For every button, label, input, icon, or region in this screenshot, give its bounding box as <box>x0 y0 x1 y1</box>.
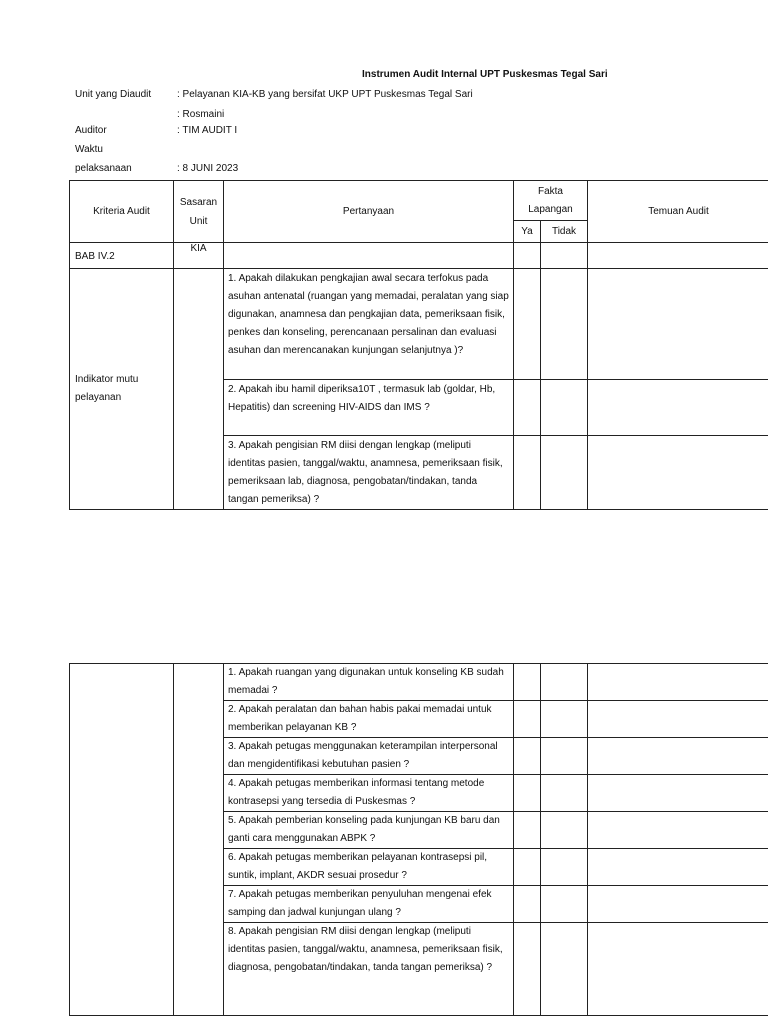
question-cell: 6. Apakah petugas memberikan pelayanan kontrasepsi pil, suntik, implant, AKDR sesuai prosedur ? <box>224 849 514 886</box>
tidak-cell[interactable] <box>541 775 588 812</box>
tidak-cell[interactable] <box>541 849 588 886</box>
question-cell: 3. Apakah pengisian RM diisi dengan lengkap (meliputi identitas pasien, tanggal/waktu, anamnesa, pemeriksaan fisik, pemeriksaan lab, diagnosa, pengobatan/tindakan, tanda tangan pemeriksa) ? <box>224 436 514 510</box>
header-sasaran: Sasaran Unit <box>174 181 224 243</box>
temuan-cell[interactable] <box>588 738 768 775</box>
temuan-cell[interactable] <box>588 380 768 436</box>
header-kriteria: Kriteria Audit <box>70 181 174 243</box>
ya-cell[interactable] <box>514 923 541 1016</box>
pelaksanaan-label: pelaksanaan <box>75 163 132 174</box>
date-value: : 8 JUNI 2023 <box>177 163 239 174</box>
unit-label: Unit yang Diaudit <box>75 89 152 100</box>
waktu-label: Waktu <box>75 144 103 155</box>
ya-cell[interactable] <box>514 886 541 923</box>
question-cell: 3. Apakah petugas menggunakan keterampilan interpersonal dan mengidentifikasi kebutuhan pasien ? <box>224 738 514 775</box>
ya-cell[interactable] <box>514 849 541 886</box>
table-row <box>70 243 768 269</box>
ya-cell[interactable] <box>514 664 541 701</box>
temuan-cell[interactable] <box>588 923 768 1016</box>
ya-cell[interactable] <box>514 775 541 812</box>
auditor-value: : TIM AUDIT I <box>177 125 238 136</box>
ya-cell[interactable] <box>514 436 541 510</box>
question-cell: 1. Apakah ruangan yang digunakan untuk konseling KB sudah memadai ? <box>224 664 514 701</box>
audit-table-kb <box>69 663 768 1016</box>
question-cell: 8. Apakah pengisian RM diisi dengan lengkap (meliputi identitas pasien, tanggal/waktu, anamnesa, pemeriksaan fisik, diagnosa, pengobatan/tindakan, tanda tangan pemeriksa) ? <box>224 923 514 1016</box>
tidak-cell[interactable] <box>541 269 588 380</box>
kriteria-empty-cell <box>70 664 174 1016</box>
question-cell: 7. Apakah petugas memberikan penyuluhan mengenai efek samping dan jadwal kunjungan ulang ? <box>224 886 514 923</box>
header-fakta: Fakta Lapangan <box>514 181 588 221</box>
sasaran-empty-cell <box>174 664 224 1016</box>
ya-cell[interactable] <box>514 269 541 380</box>
question-cell: 2. Apakah ibu hamil diperiksa10T , termasuk lab (goldar, Hb, Hepatitis) dan screening HIV-AIDS dan IMS ? <box>224 380 514 436</box>
ya-cell[interactable] <box>514 243 541 269</box>
header-tidak: Tidak <box>541 221 588 243</box>
tidak-cell[interactable] <box>541 701 588 738</box>
ya-cell[interactable] <box>514 701 541 738</box>
table-row <box>70 664 768 701</box>
unit-cell: KIA <box>174 243 224 269</box>
tidak-cell[interactable] <box>541 923 588 1016</box>
auditee-name: : Rosmaini <box>177 109 225 120</box>
ya-cell[interactable] <box>514 380 541 436</box>
temuan-cell[interactable] <box>588 701 768 738</box>
indikator-cell: Indikator mutu pelayanan <box>70 269 174 510</box>
header-temuan: Temuan Audit <box>588 181 768 243</box>
empty-cell <box>224 243 514 269</box>
temuan-cell[interactable] <box>588 664 768 701</box>
tidak-cell[interactable] <box>541 380 588 436</box>
sasaran-empty-cell <box>174 269 224 510</box>
temuan-cell[interactable] <box>588 243 768 269</box>
audit-table-kia <box>69 180 768 510</box>
unit-value: : Pelayanan KIA-KB yang bersifat UKP UPT Puskesmas Tegal Sari <box>177 89 473 100</box>
header-row <box>70 181 768 221</box>
temuan-cell[interactable] <box>588 812 768 849</box>
header-ya: Ya <box>514 221 541 243</box>
temuan-cell[interactable] <box>588 775 768 812</box>
tidak-cell[interactable] <box>541 243 588 269</box>
question-cell: 1. Apakah dilakukan pengkajian awal secara terfokus pada asuhan antenatal (ruangan yang memadai, peralatan yang siap digunakan, anamnesa dan pengkajian data, pemeriksaan fisik, penkes dan konseling, perencanaan persalinan dan evaluasi asuhan dan merencanakan kunjungan selanjutnya )? <box>224 269 514 380</box>
question-cell: 4. Apakah petugas memberikan informasi tentang metode kontrasepsi yang tersedia di Puskesmas ? <box>224 775 514 812</box>
document-title: Instrumen Audit Internal UPT Puskesmas Tegal Sari <box>362 69 608 80</box>
ya-cell[interactable] <box>514 812 541 849</box>
tidak-cell[interactable] <box>541 738 588 775</box>
question-cell: 5. Apakah pemberian konseling pada kunjungan KB baru dan ganti cara menggunakan ABPK ? <box>224 812 514 849</box>
header-pertanyaan: Pertanyaan <box>224 181 514 243</box>
question-cell: 2. Apakah peralatan dan bahan habis pakai memadai untuk memberikan pelayanan KB ? <box>224 701 514 738</box>
auditor-label: Auditor <box>75 125 107 136</box>
tidak-cell[interactable] <box>541 886 588 923</box>
temuan-cell[interactable] <box>588 886 768 923</box>
tidak-cell[interactable] <box>541 812 588 849</box>
table-row <box>70 269 768 380</box>
temuan-cell[interactable] <box>588 436 768 510</box>
temuan-cell[interactable] <box>588 849 768 886</box>
ya-cell[interactable] <box>514 738 541 775</box>
temuan-cell[interactable] <box>588 269 768 380</box>
tidak-cell[interactable] <box>541 664 588 701</box>
tidak-cell[interactable] <box>541 436 588 510</box>
bab-cell: BAB IV.2 <box>70 243 174 269</box>
